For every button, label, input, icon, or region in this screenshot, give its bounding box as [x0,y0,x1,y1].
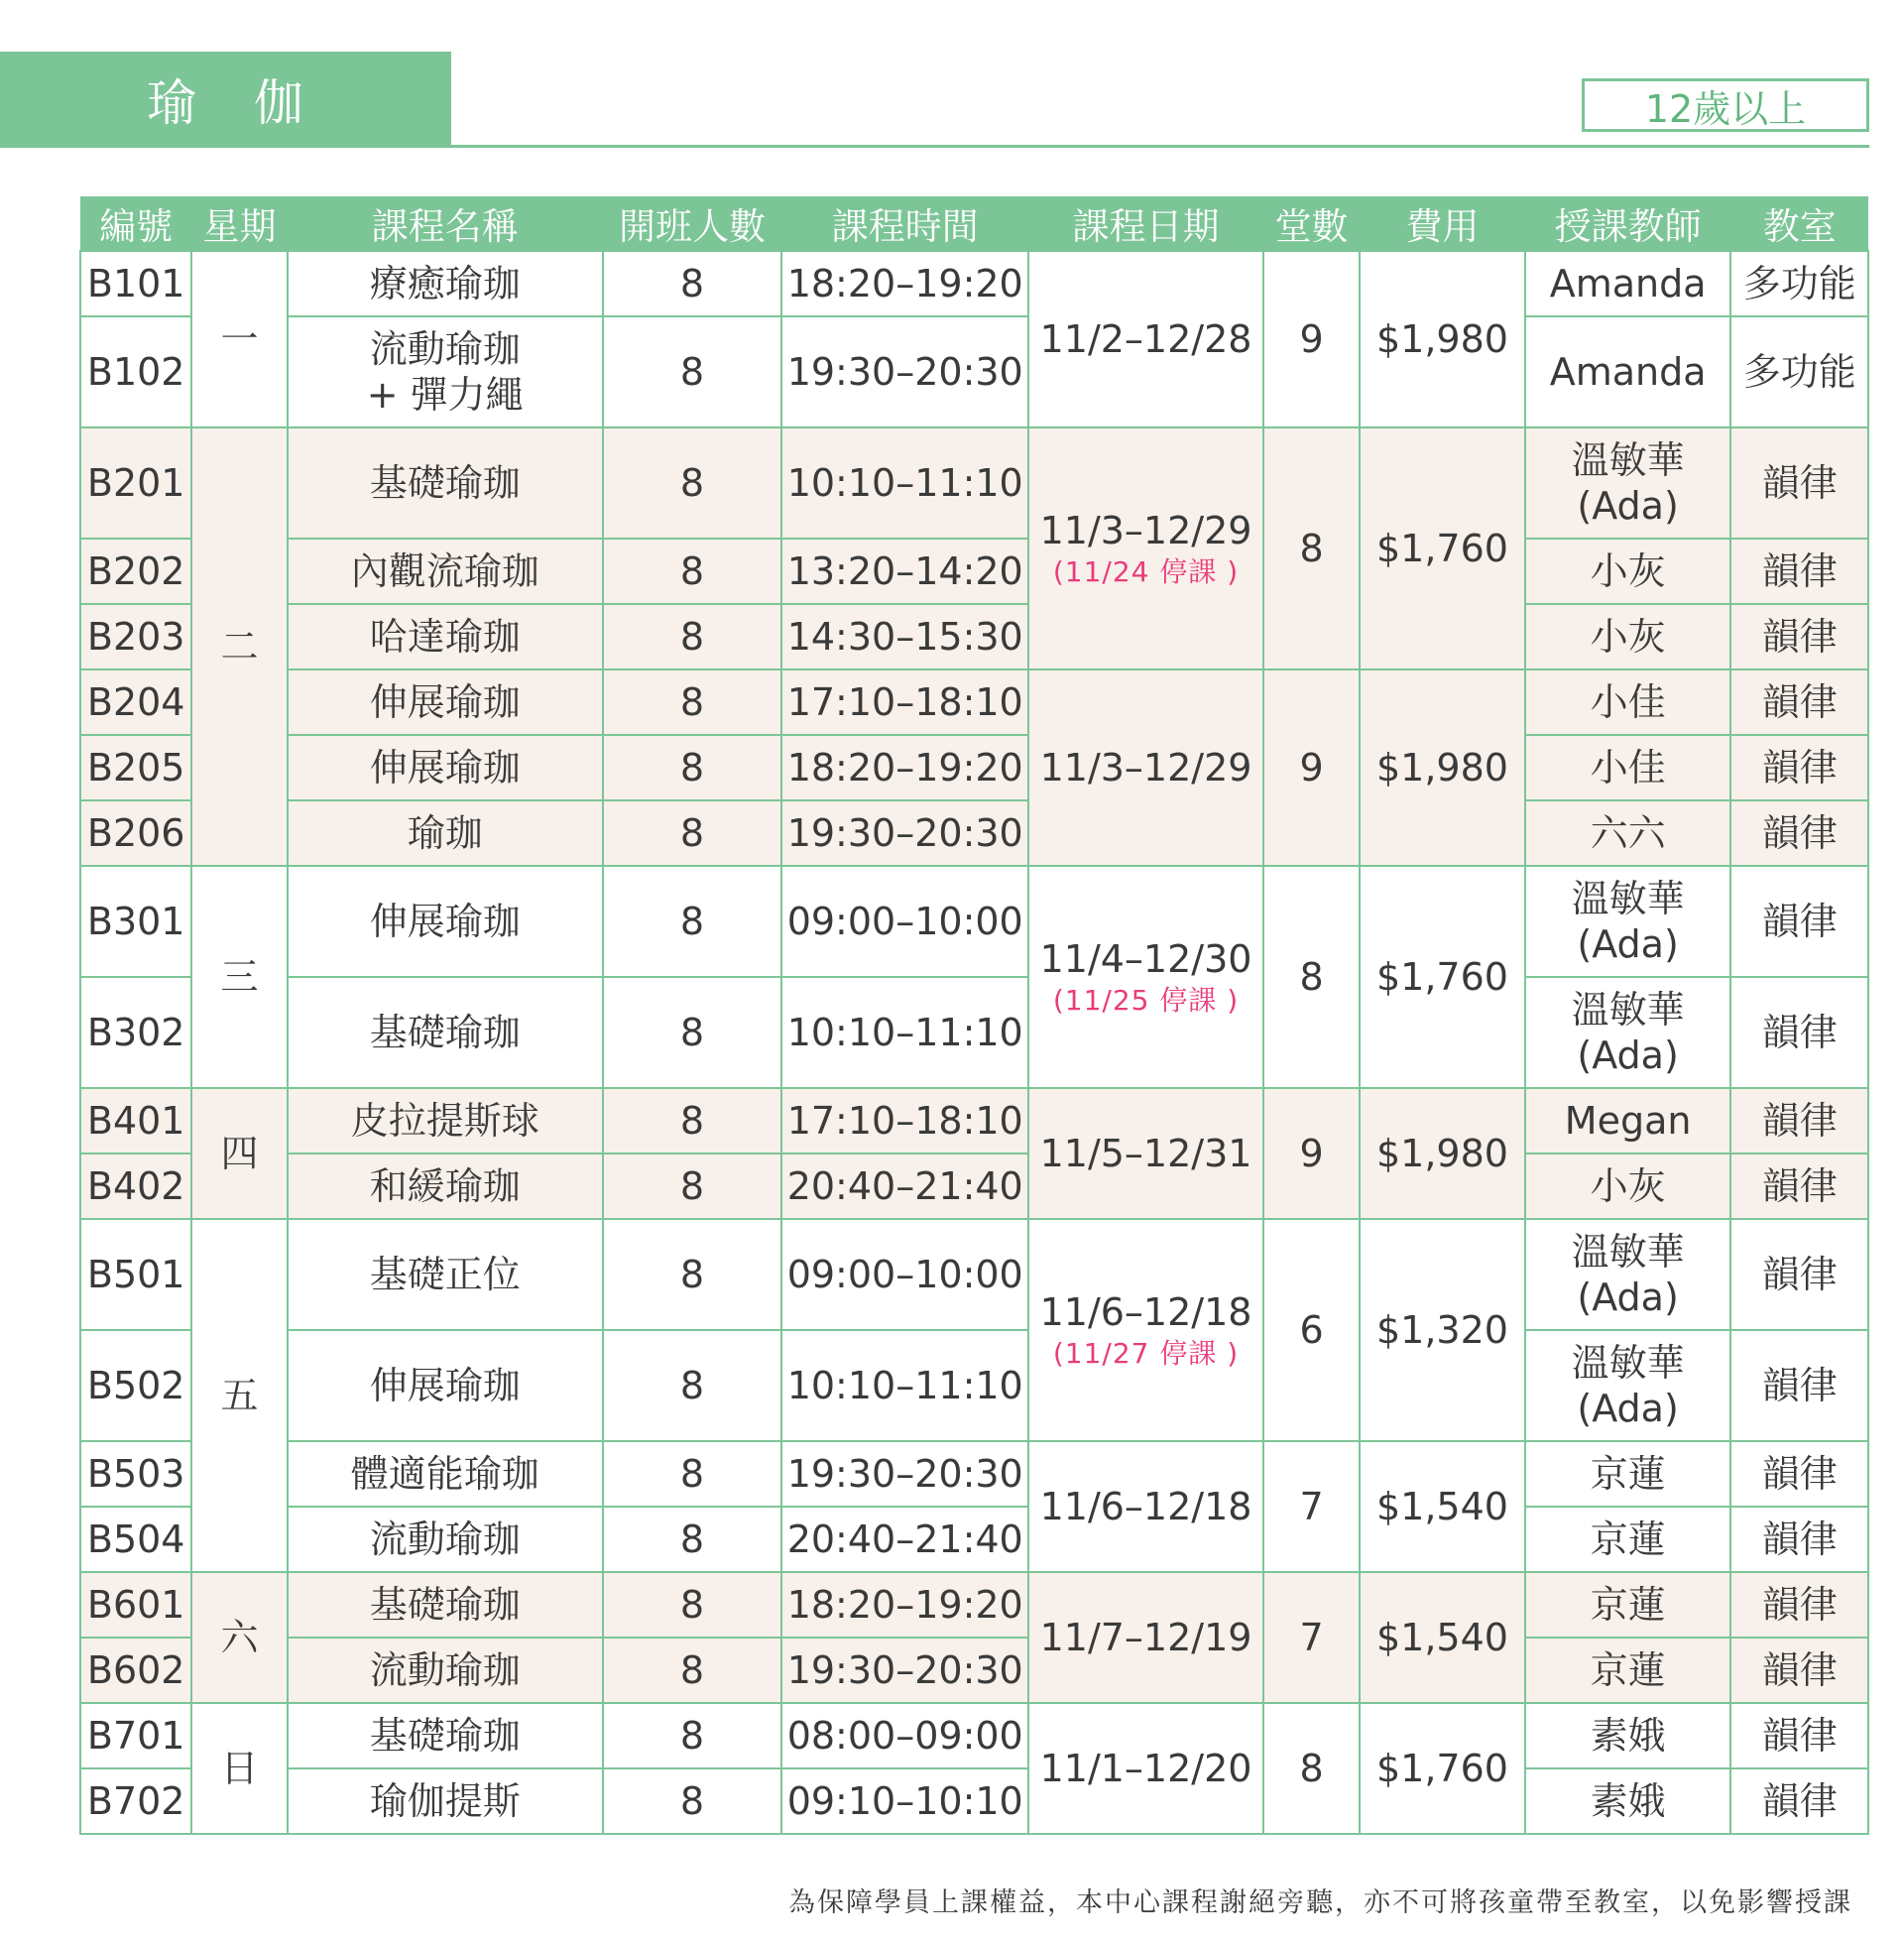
header-count: 堂數 [1263,196,1360,251]
course-code: B602 [80,1638,191,1703]
weekday-cell: 四 [191,1088,287,1219]
header-room: 教室 [1730,196,1868,251]
class-size: 8 [603,604,782,669]
course-date: 11/3–12/29 [1039,508,1252,552]
session-count: 8 [1263,1703,1360,1834]
course-time: 13:20–14:20 [781,539,1028,604]
course-date-cell [1028,427,1263,669]
teacher-name: 素娥 [1525,1703,1731,1768]
course-code: B301 [80,866,191,977]
teacher-name: 溫敏華 (Ada) [1525,866,1731,977]
weekday-cell: 六 [191,1572,287,1703]
course-fee: $1,980 [1360,1088,1525,1219]
course-time: 18:20–19:20 [781,251,1028,316]
course-time: 14:30–15:30 [781,604,1028,669]
table-row [80,539,1868,604]
table-row [80,1638,1868,1703]
session-count: 8 [1263,427,1360,669]
course-time: 18:20–19:20 [781,1572,1028,1638]
course-name: 伸展瑜珈 [288,866,603,977]
class-size: 8 [603,1572,782,1638]
weekday-cell: 一 [191,251,287,427]
class-size: 8 [603,1638,782,1703]
header-time: 課程時間 [781,196,1028,251]
title-divider [0,145,1869,148]
course-name: 伸展瑜珈 [288,735,603,800]
class-size: 8 [603,866,782,977]
table-row [80,1768,1868,1834]
classroom: 韻律 [1730,735,1868,800]
teacher-name: 京蓮 [1525,1638,1731,1703]
course-code: B101 [80,251,191,316]
course-date-cell [1028,251,1263,427]
course-time: 20:40–21:40 [781,1507,1028,1572]
header-teacher: 授課教師 [1525,196,1731,251]
course-date-cell [1028,866,1263,1088]
cancel-note: (11/24 停課 ) [1052,555,1240,589]
course-code: B102 [80,316,191,427]
course-code: B701 [80,1703,191,1768]
course-time: 18:20–19:20 [781,735,1028,800]
weekday-cell: 五 [191,1219,287,1572]
class-size: 8 [603,1703,782,1768]
classroom: 韻律 [1730,604,1868,669]
course-code: B302 [80,977,191,1088]
course-name: 流動瑜珈 [288,1638,603,1703]
teacher-name: 京蓮 [1525,1441,1731,1507]
table-row [80,977,1868,1088]
course-name: 流動瑜珈 [288,1507,603,1572]
course-name: 基礎瑜珈 [288,977,603,1088]
course-code: B402 [80,1154,191,1219]
table-row [80,866,1868,977]
footnote: 為保障學員上課權益，本中心課程謝絕旁聽，亦不可將孩童帶至教室，以免影響授課 [788,1887,1852,1918]
course-name: 療癒瑜珈 [288,251,603,316]
header-code: 編號 [80,196,191,251]
teacher-name: 小灰 [1525,1154,1731,1219]
course-date-cell [1028,1441,1263,1572]
teacher-name: Megan [1525,1088,1731,1154]
teacher-name: 京蓮 [1525,1507,1731,1572]
header-date: 課程日期 [1028,196,1263,251]
classroom: 韻律 [1730,866,1868,977]
classroom: 韻律 [1730,800,1868,866]
course-code: B203 [80,604,191,669]
classroom: 韻律 [1730,1088,1868,1154]
class-size: 8 [603,1088,782,1154]
teacher-name: 六六 [1525,800,1731,866]
course-code: B503 [80,1441,191,1507]
course-date: 11/2–12/28 [1039,316,1252,361]
course-time: 19:30–20:30 [781,1638,1028,1703]
course-code: B201 [80,427,191,539]
course-date-cell [1028,1088,1263,1219]
table-row [80,251,1868,316]
class-size: 8 [603,800,782,866]
session-count: 7 [1263,1572,1360,1703]
class-size: 8 [603,1219,782,1330]
session-count: 9 [1263,669,1360,866]
table-row [80,1330,1868,1441]
course-name: 體適能瑜珈 [288,1441,603,1507]
course-time: 10:10–11:10 [781,977,1028,1088]
table-row [80,1703,1868,1768]
class-size: 8 [603,1441,782,1507]
course-code: B501 [80,1219,191,1330]
classroom: 韻律 [1730,1703,1868,1768]
header-course-name: 課程名稱 [288,196,603,251]
course-time: 08:00–09:00 [781,1703,1028,1768]
table-row [80,669,1868,735]
teacher-name: 溫敏華 (Ada) [1525,1219,1731,1330]
course-code: B504 [80,1507,191,1572]
section-title: 瑜 伽 [0,52,451,147]
header-weekday: 星期 [191,196,287,251]
course-time: 09:00–10:00 [781,1219,1028,1330]
course-fee: $1,540 [1360,1441,1525,1572]
classroom: 韻律 [1730,427,1868,539]
course-name: 伸展瑜珈 [288,1330,603,1441]
table-row [80,800,1868,866]
session-count: 8 [1263,866,1360,1088]
classroom: 韻律 [1730,1768,1868,1834]
class-size: 8 [603,735,782,800]
course-fee: $1,540 [1360,1572,1525,1703]
course-date: 11/7–12/19 [1039,1615,1252,1659]
course-name: 基礎瑜珈 [288,1572,603,1638]
course-code: B702 [80,1768,191,1834]
course-date: 11/6–12/18 [1039,1484,1252,1528]
course-time: 09:00–10:00 [781,866,1028,977]
course-name: 皮拉提斯球 [288,1088,603,1154]
teacher-name: Amanda [1525,316,1731,427]
class-size: 8 [603,1507,782,1572]
course-fee: $1,760 [1360,1703,1525,1834]
teacher-name: 溫敏華 (Ada) [1525,1330,1731,1441]
session-count: 7 [1263,1441,1360,1572]
table-row [80,1088,1868,1154]
class-size: 8 [603,1330,782,1441]
course-name: 瑜珈 [288,800,603,866]
teacher-name: 京蓮 [1525,1572,1731,1638]
course-name: 基礎正位 [288,1219,603,1330]
teacher-name: 溫敏華 (Ada) [1525,977,1731,1088]
table-row [80,1572,1868,1638]
classroom: 韻律 [1730,539,1868,604]
class-size: 8 [603,539,782,604]
class-size: 8 [603,669,782,735]
teacher-name: 小灰 [1525,539,1731,604]
course-fee: $1,320 [1360,1219,1525,1441]
course-code: B202 [80,539,191,604]
header-fee: 費用 [1360,196,1525,251]
course-time: 17:10–18:10 [781,669,1028,735]
course-fee: $1,980 [1360,669,1525,866]
course-name: 和緩瑜珈 [288,1154,603,1219]
table-row [80,735,1868,800]
classroom: 韻律 [1730,1638,1868,1703]
classroom: 韻律 [1730,1154,1868,1219]
session-count: 9 [1263,251,1360,427]
table-row [80,1154,1868,1219]
course-date: 11/6–12/18 [1039,1289,1252,1334]
course-name: 基礎瑜珈 [288,427,603,539]
course-fee: $1,760 [1360,427,1525,669]
class-size: 8 [603,977,782,1088]
course-time: 10:10–11:10 [781,1330,1028,1441]
teacher-name: 小佳 [1525,669,1731,735]
weekday-cell: 三 [191,866,287,1088]
classroom: 多功能 [1730,316,1868,427]
session-count: 9 [1263,1088,1360,1219]
course-time: 10:10–11:10 [781,427,1028,539]
course-name: 瑜伽提斯 [288,1768,603,1834]
course-name: 流動瑜珈 + 彈力繩 [288,316,603,427]
course-date: 11/5–12/31 [1039,1131,1252,1175]
course-name: 伸展瑜珈 [288,669,603,735]
course-time: 19:30–20:30 [781,316,1028,427]
class-size: 8 [603,1768,782,1834]
course-fee: $1,760 [1360,866,1525,1088]
course-date-cell [1028,1219,1263,1441]
cancel-note: (11/27 停課 ) [1052,1337,1240,1371]
classroom: 韻律 [1730,1441,1868,1507]
course-time: 19:30–20:30 [781,1441,1028,1507]
age-badge: 12歲以上 [1582,78,1869,132]
classroom: 韻律 [1730,977,1868,1088]
course-code: B205 [80,735,191,800]
course-date: 11/3–12/29 [1039,745,1252,790]
classroom: 韻律 [1730,1507,1868,1572]
course-code: B206 [80,800,191,866]
weekday-cell: 日 [191,1703,287,1834]
weekday-cell: 二 [191,427,287,866]
course-time: 19:30–20:30 [781,800,1028,866]
course-time: 20:40–21:40 [781,1154,1028,1219]
table-row [80,1219,1868,1330]
header-class-size: 開班人數 [603,196,782,251]
course-code: B601 [80,1572,191,1638]
teacher-name: 素娥 [1525,1768,1731,1834]
teacher-name: 小佳 [1525,735,1731,800]
classroom: 多功能 [1730,251,1868,316]
table-row [80,604,1868,669]
course-time: 09:10–10:10 [781,1768,1028,1834]
course-date: 11/1–12/20 [1039,1746,1252,1790]
schedule-table [79,196,1869,1835]
cancel-note: (11/25 停課 ) [1052,984,1240,1018]
class-size: 8 [603,427,782,539]
table-row [80,427,1868,539]
classroom: 韻律 [1730,669,1868,735]
table-row [80,1507,1868,1572]
classroom: 韻律 [1730,1572,1868,1638]
table-row [80,1441,1868,1507]
course-code: B401 [80,1088,191,1154]
schedule-body [80,251,1868,1834]
session-count: 6 [1263,1219,1360,1441]
course-name: 內觀流瑜珈 [288,539,603,604]
header-row [80,196,1868,251]
course-code: B502 [80,1330,191,1441]
teacher-name: Amanda [1525,251,1731,316]
table-row [80,316,1868,427]
course-date-cell [1028,669,1263,866]
classroom: 韻律 [1730,1219,1868,1330]
course-date-cell [1028,1703,1263,1834]
course-fee: $1,980 [1360,251,1525,427]
class-size: 8 [603,316,782,427]
course-name: 基礎瑜珈 [288,1703,603,1768]
course-name: 哈達瑜珈 [288,604,603,669]
course-date-cell [1028,1572,1263,1703]
teacher-name: 小灰 [1525,604,1731,669]
class-size: 8 [603,251,782,316]
classroom: 韻律 [1730,1330,1868,1441]
teacher-name: 溫敏華 (Ada) [1525,427,1731,539]
course-time: 17:10–18:10 [781,1088,1028,1154]
course-date: 11/4–12/30 [1039,936,1252,981]
class-size: 8 [603,1154,782,1219]
course-code: B204 [80,669,191,735]
